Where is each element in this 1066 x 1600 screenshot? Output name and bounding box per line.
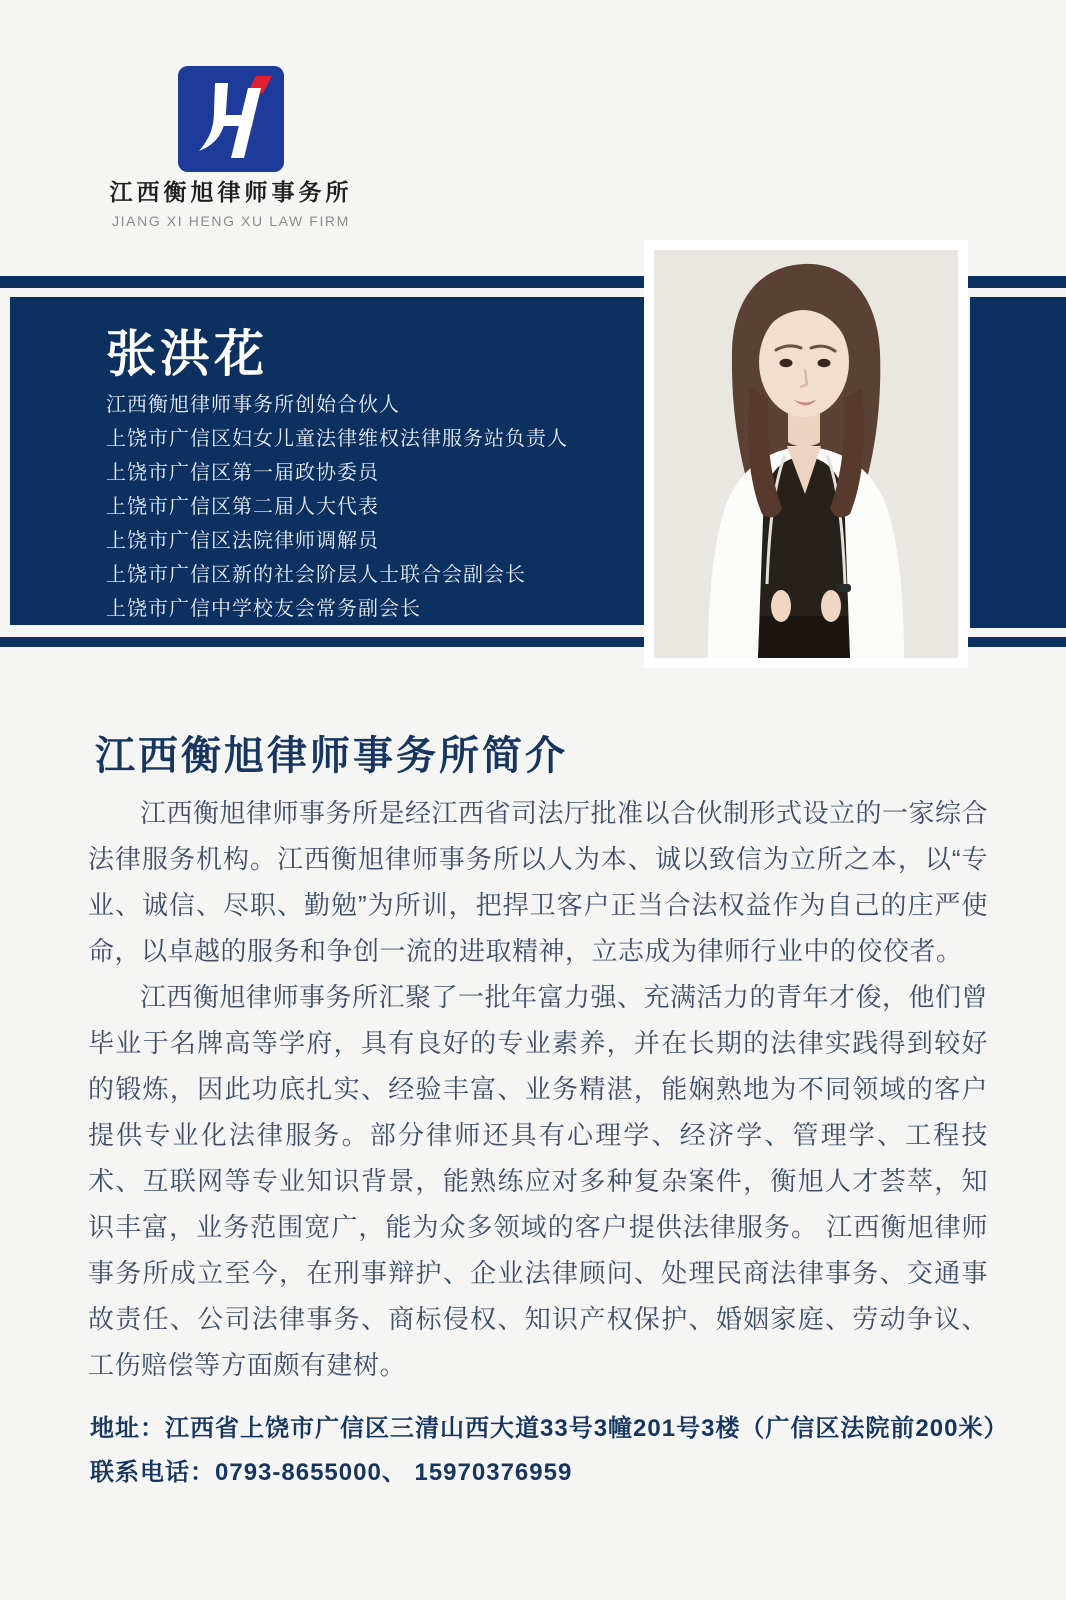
- lawyer-title: 上饶市广信中学校友会常务副会长: [106, 598, 421, 620]
- contact-address: 地址：江西省上饶市广信区三清山西大道33号3幢201号3楼（广信区法院前200米）: [90, 1415, 1009, 1442]
- portrait-illustration: [654, 250, 958, 658]
- lawyer-title: 上饶市广信区第二届人大代表: [106, 496, 379, 518]
- law-firm-logo: [178, 66, 284, 172]
- lawyer-title: 上饶市广信区法院律师调解员: [106, 530, 379, 552]
- logo-monogram-icon: [178, 66, 284, 172]
- firm-name-english: JIANG XI HENG XU LAW FIRM: [112, 213, 350, 229]
- lawyer-portrait-photo: [644, 240, 968, 668]
- contact-phone: 联系电话：0793-8655000、 15970376959: [90, 1459, 573, 1486]
- lawyer-title: 上饶市广信区妇女儿童法律维权法律服务站负责人: [106, 428, 568, 450]
- logo-text-block: [56, 174, 406, 229]
- lawyer-title-list: [106, 388, 568, 626]
- intro-body: [88, 790, 988, 1388]
- lawyer-title: 上饶市广信区新的社会阶层人士联合会副会长: [106, 564, 526, 586]
- lawyer-title: 江西衡旭律师事务所创始合伙人: [106, 394, 400, 416]
- lawyer-title: 上饶市广信区第一届政协委员: [106, 462, 379, 484]
- banner-right-panel: [970, 297, 1066, 628]
- intro-heading: 江西衡旭律师事务所简介: [95, 734, 568, 778]
- lawyer-name: 张洪花: [106, 326, 268, 382]
- intro-paragraph-2: 江西衡旭律师事务所汇聚了一批年富力强、充满活力的青年才俊，他们曾毕业于名牌高等学府，具有良好的专业素养，并在长期的法律实践得到较好的锻炼，因此功底扎实、经验丰富、业务精湛，能娴熟地为不同领域的客户提供专业化法律服务。部分律师还具有心理学、经济学、管理学、工程技术、互联网等专业知识背景，能熟练应对多种复杂案件，衡旭人才荟萃，知识丰富，业务范围宽广，能为众多领域的客户提供法律服务。 江西衡旭律师事务所成立至今，在刑事辩护、企业法律顾问、处理民商法律事务、交通事故责任、公司法律事务、商标侵权、知识产权保护、婚姻家庭、劳动争议、工伤赔偿等方面颇有建树。: [88, 982, 989, 1380]
- intro-paragraph-1: 江西衡旭律师事务所是经江西省司法厅批准以合伙制形式设立的一家综合法律服务机构。江西衡旭律师事务所以人为本、诚以致信为立所之本，以“专业、诚信、尽职、勤勉”为所训，把捍卫客户正当合法权益作为自己的庄严使命，以卓越的服务和争创一流的进取精神，立志成为律师行业中的佼佼者。: [88, 798, 989, 966]
- firm-name-chinese: 江西衡旭律师事务所: [109, 179, 353, 205]
